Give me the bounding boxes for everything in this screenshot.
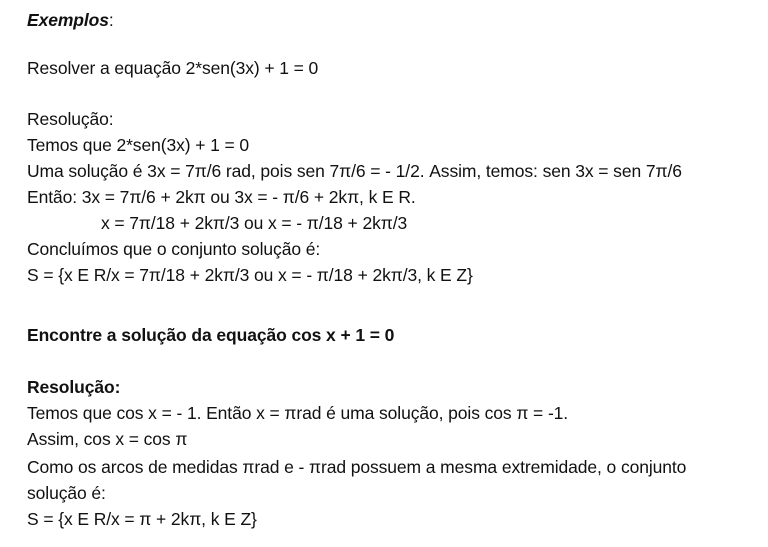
- example2-resolution-label: Resolução:: [27, 377, 121, 397]
- example2-line-3: Como os arcos de medidas πrad e - πrad possuem a mesma extremidade, o conjunto: [27, 457, 687, 477]
- examples-heading: Exemplos: [27, 10, 109, 30]
- examples-heading-row: [27, 8, 114, 32]
- example1-line-4: x = 7π/18 + 2kπ/3 ou x = - π/18 + 2kπ/3: [101, 213, 408, 233]
- example2-solution-set: S = {x E R/x = π + 2kπ, k E Z}: [27, 509, 257, 529]
- example1-line-3: Então: 3x = 7π/6 + 2kπ ou 3x = - π/6 + 2kπ, k E R.: [27, 187, 416, 207]
- example1-line-5: Concluímos que o conjunto solução é:: [27, 239, 321, 259]
- example1-line-1: Temos que 2*sen(3x) + 1 = 0: [27, 135, 250, 155]
- examples-heading-colon: :: [108, 10, 114, 30]
- example1-resolution-label: Resolução:: [27, 109, 114, 129]
- example2-line-1: Temos que cos x = - 1. Então x = πrad é uma solução, pois cos π = -1.: [27, 403, 569, 423]
- example1-line-2: Uma solução é 3x = 7π/6 rad, pois sen 7π/6 = - 1/2. Assim, temos: sen 3x = sen 7π/6: [27, 161, 682, 181]
- example1-solution-set: S = {x E R/x = 7π/18 + 2kπ/3 ou x = - π/18 + 2kπ/3, k E Z}: [27, 265, 473, 285]
- example2-line-2: Assim, cos x = cos π: [27, 429, 188, 449]
- example2-problem: Encontre a solução da equação cos x + 1 = 0: [27, 325, 395, 345]
- example1-problem: Resolver a equação 2*sen(3x) + 1 = 0: [27, 58, 319, 78]
- example2-line-4: solução é:: [27, 483, 106, 503]
